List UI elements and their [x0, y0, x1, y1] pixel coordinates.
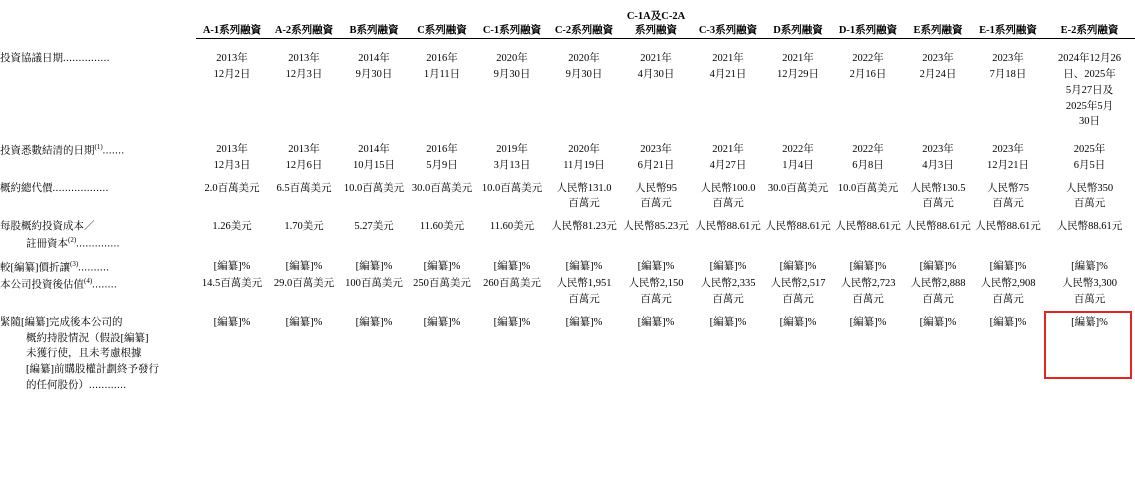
cell-r1-e2: 2024年12月26 日、2025年 5月27日及 2025年5月 30日: [1058, 53, 1121, 128]
cell-r4-a2: 1.70美元: [284, 221, 324, 233]
cell-r2-e: 2023年 4月3日: [922, 144, 954, 171]
group-head-empty-6: [548, 10, 620, 24]
row-label-dots: .......: [102, 145, 125, 157]
cell-r7-c1a2a: [編纂]%: [637, 316, 675, 328]
cell-r4-d: 人民幣88.61元: [765, 221, 831, 233]
cell-r3-e1: 人民幣75 百萬元: [987, 182, 1029, 210]
cell-r3-a1: 2.0百萬美元: [204, 182, 260, 194]
cell-r6-d1: 人民幣2,723 百萬元: [840, 278, 896, 306]
cell-r7-c3: [編纂]%: [709, 316, 747, 328]
cell-r7-d1: [編纂]%: [849, 316, 887, 328]
cell-r3-c1: 10.0百萬美元: [481, 182, 543, 194]
row-label-text-line2: 註冊資本: [26, 238, 68, 250]
cell-r5-c: [編纂]%: [423, 261, 461, 273]
row-label-text: 投資悉數結清的日期: [0, 145, 95, 157]
group-head-empty-2: [268, 10, 340, 24]
cell-r4-b: 5.27美元: [354, 221, 394, 233]
cell-r6-e2: 人民幣3,300 百萬元: [1061, 278, 1118, 306]
spacer: [0, 174, 1135, 181]
cell-r7-c1: [編纂]%: [493, 316, 531, 328]
row-label-footnote-mark: (1): [94, 143, 103, 152]
cell-r4-c2: 人民幣81.23元: [551, 221, 617, 233]
cell-r6-c1a2a: 人民幣2,150 百萬元: [628, 278, 684, 306]
cell-r7-a2: [編纂]%: [285, 316, 323, 328]
row-label-settlement-date: [0, 142, 196, 174]
cell-r7-e: [編纂]%: [919, 316, 957, 328]
cell-r1-c2: 2020年 9月30日: [565, 53, 603, 81]
cell-r6-c: 250百萬美元: [413, 278, 471, 290]
cell-r6-c3: 人民幣2,335 百萬元: [700, 278, 756, 306]
cell-r7-a1: [編纂]%: [213, 316, 251, 328]
col-header-e: E系列融資: [904, 24, 972, 39]
table-row: [0, 142, 1135, 174]
row-label-discount: [0, 259, 196, 276]
cell-r2-c1a2a: 2023年 6月21日: [637, 144, 675, 171]
cell-r1-a1: 2013年 12月2日: [213, 53, 251, 81]
cell-r5-e2: [編纂]%: [1071, 261, 1108, 273]
row-label-text: 投資協議日期: [0, 53, 63, 65]
cell-r1-e: 2023年 2月24日: [919, 53, 957, 81]
cell-r3-c: 30.0百萬美元: [411, 182, 473, 194]
col-header-e2: E-2系列融資: [1044, 24, 1135, 39]
table-row: [0, 181, 1135, 213]
row-label-dots: ..........: [78, 262, 110, 274]
cell-r6-b: 100百萬美元: [345, 278, 403, 290]
cell-r7-e2: [編纂]%: [1071, 316, 1108, 328]
cell-r1-c3: 2021年 4月21日: [709, 53, 747, 81]
header-spacer: [0, 10, 196, 24]
spacer: [0, 39, 1135, 52]
cell-r7-b: [編纂]%: [355, 316, 393, 328]
cell-r3-e2: 人民幣350 百萬元: [1065, 182, 1114, 210]
row-label-text: 每股概約投資成本／: [0, 221, 95, 233]
col-header-c1: C-1系列融資: [476, 24, 548, 39]
cell-r6-e: 人民幣2,888 百萬元: [910, 278, 966, 306]
cell-r4-d1: 人民幣88.61元: [835, 221, 901, 233]
row-label-investment-agreement-date: [0, 51, 196, 130]
row-label-text-line4: [編纂]前購股權計劃終予發行: [26, 364, 159, 376]
cell-r6-e1: 人民幣2,908 百萬元: [980, 278, 1036, 306]
group-head-empty-11: [972, 10, 1044, 24]
pre-ipo-investments-table: [0, 10, 1135, 394]
row-label-footnote-mark: (4): [84, 277, 93, 286]
cell-r5-c1a2a: [編纂]%: [637, 261, 675, 273]
cell-r1-e1: 2023年 7月18日: [989, 53, 1027, 81]
group-head-empty-8: [764, 10, 832, 24]
cell-r5-e: [編纂]%: [919, 261, 957, 273]
col-header-d1: D-1系列融資: [832, 24, 904, 39]
cell-r1-c1a2a: 2021年 4月30日: [637, 53, 675, 81]
cell-r1-c: 2016年 1月11日: [423, 53, 461, 81]
cell-r5-c1: [編纂]%: [493, 261, 531, 273]
row-label-shareholding-after-offer: [0, 315, 196, 394]
group-header-c1a-c2a: [620, 10, 692, 24]
cell-r3-a2: 6.5百萬美元: [276, 182, 332, 194]
cell-r2-d: 2022年 1月4日: [782, 144, 814, 171]
cell-r2-a2: 2013年 12月6日: [285, 144, 323, 171]
row-label-dots: ..................: [52, 182, 109, 194]
cell-r6-a1: 14.5百萬美元: [201, 278, 263, 290]
group-head-empty-10: [904, 10, 972, 24]
group-head-empty-1: [196, 10, 268, 24]
cell-r5-c3: [編纂]%: [709, 261, 747, 273]
cell-r2-c2: 2020年 11月19日: [563, 144, 605, 171]
cell-r2-b: 2014年 10月15日: [353, 144, 395, 171]
cell-r1-a2: 2013年 12月3日: [285, 53, 323, 81]
cell-r2-a1: 2013年 12月3日: [213, 144, 251, 171]
cell-r3-c2: 人民幣131.0 百萬元: [556, 182, 612, 210]
cell-r5-b: [編纂]%: [355, 261, 393, 273]
cell-r5-a2: [編纂]%: [285, 261, 323, 273]
group-header-row: [0, 10, 1135, 24]
group-head-empty-9: [832, 10, 904, 24]
row-label-text: 本公司投資後估值: [0, 279, 84, 291]
cell-r3-c3: 人民幣100.0 百萬元: [700, 182, 756, 210]
row-label-dots: ...............: [63, 53, 110, 65]
cell-r4-e2: 人民幣88.61元: [1056, 221, 1123, 233]
row-label-dots: ........: [92, 279, 118, 291]
row-label-dots: ..............: [76, 238, 120, 250]
cell-r2-e2: 2025年 6月5日: [1073, 144, 1106, 171]
cell-r3-d: 30.0百萬美元: [767, 182, 829, 194]
spacer: [0, 308, 1135, 315]
cell-r1-b: 2014年 9月30日: [355, 53, 393, 81]
cell-r6-c1: 260百萬美元: [483, 278, 541, 290]
cell-r1-d: 2021年 12月29日: [777, 53, 819, 81]
row-label-text: 概約總代價: [0, 182, 53, 194]
cell-r6-c2: 人民幣1,951 百萬元: [556, 278, 612, 306]
header-spacer-2: [0, 24, 196, 39]
cell-r4-e: 人民幣88.61元: [905, 221, 971, 233]
row-label-text-line3: 未獲行使，且未考慮根據: [26, 348, 142, 360]
cell-r6-d: 人民幣2,517 百萬元: [770, 278, 826, 306]
row-label-footnote-mark: (3): [70, 260, 79, 269]
table-row: [0, 51, 1135, 130]
cell-r7-c: [編纂]%: [423, 316, 461, 328]
cell-r3-b: 10.0百萬美元: [343, 182, 405, 194]
cell-r2-d1: 2022年 6月8日: [852, 144, 884, 171]
group-head-empty-4: [408, 10, 476, 24]
cell-r5-e1: [編纂]%: [989, 261, 1027, 273]
col-header-c1a-c2a: 系列融資: [620, 24, 692, 39]
column-header-row: [0, 24, 1135, 39]
row-label-dots: ............: [89, 379, 127, 391]
row-label-text: 緊隨[編纂]完成後本公司的: [0, 316, 123, 328]
cell-r2-c: 2016年 5月9日: [426, 144, 458, 171]
cell-r4-c1a2a: 人民幣85.23元: [623, 221, 689, 233]
row-label-approx-total-consideration: [0, 181, 196, 213]
cell-r1-c1: 2020年 9月30日: [493, 53, 531, 81]
cell-r7-c2: [編纂]%: [565, 316, 603, 328]
cell-r5-d: [編纂]%: [779, 261, 817, 273]
col-header-c: C系列融資: [408, 24, 476, 39]
cell-r7-d: [編纂]%: [779, 316, 817, 328]
col-header-b: B系列融資: [340, 24, 408, 39]
row-label-text-line5: 的任何股份）: [26, 379, 89, 391]
spacer: [0, 252, 1135, 259]
col-header-a2: A-2系列融資: [268, 24, 340, 39]
cell-r4-c: 11.60美元: [419, 221, 465, 233]
col-header-a1: A-1系列融資: [196, 24, 268, 39]
row-label-cost-per-share: [0, 219, 196, 252]
group-header-line1: C-1A及C-2A: [626, 11, 686, 22]
cell-r4-c3: 人民幣88.61元: [695, 221, 761, 233]
cell-r5-c2: [編纂]%: [565, 261, 603, 273]
col-header-e1: E-1系列融資: [972, 24, 1044, 39]
cell-r2-c1: 2019年 3月13日: [493, 144, 531, 171]
cell-r3-d1: 10.0百萬美元: [837, 182, 899, 194]
cell-r4-e1: 人民幣88.61元: [975, 221, 1041, 233]
cell-r3-e: 人民幣130.5 百萬元: [910, 182, 966, 210]
spacer: [0, 212, 1135, 219]
col-header-d: D系列融資: [764, 24, 832, 39]
table-row: [0, 315, 1135, 394]
cell-r5-a1: [編纂]%: [213, 261, 251, 273]
group-head-empty-12: [1044, 10, 1135, 24]
row-label-post-money-valuation: [0, 276, 196, 308]
cell-r5-d1: [編纂]%: [849, 261, 887, 273]
table-row: [0, 219, 1135, 252]
cell-r3-c1a2a: 人民幣95 百萬元: [635, 182, 677, 210]
spacer: [0, 130, 1135, 142]
cell-r6-a2: 29.0百萬美元: [273, 278, 335, 290]
group-head-empty-7: [692, 10, 764, 24]
cell-r1-d1: 2022年 2月16日: [849, 53, 887, 81]
cell-r2-c3: 2021年 4月27日: [709, 144, 747, 171]
cell-r7-e1: [編纂]%: [989, 316, 1027, 328]
cell-r4-c1: 11.60美元: [489, 221, 535, 233]
group-head-empty-5: [476, 10, 548, 24]
col-header-c2: C-2系列融資: [548, 24, 620, 39]
table-row: [0, 276, 1135, 308]
row-label-text: 較[編纂]價折讓: [0, 262, 70, 274]
group-head-empty-3: [340, 10, 408, 24]
table-row: [0, 259, 1135, 276]
row-label-text-line2: 概約持股情況（假設[編纂]: [26, 332, 149, 344]
cell-r2-e1: 2023年 12月21日: [987, 144, 1029, 171]
row-label-footnote-mark: (2): [68, 235, 77, 244]
col-header-c3: C-3系列融資: [692, 24, 764, 39]
cell-r4-a1: 1.26美元: [212, 221, 252, 233]
